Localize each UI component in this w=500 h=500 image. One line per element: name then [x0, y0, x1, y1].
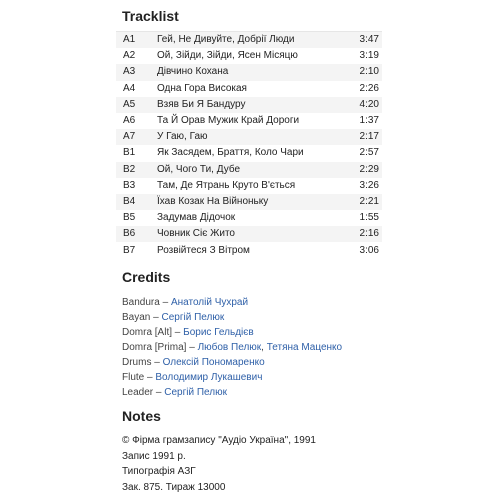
- track-title: Одна Гора Високая: [157, 82, 247, 94]
- track-duration: 1:55: [359, 212, 379, 224]
- track-position: B1: [123, 147, 136, 159]
- credit-name-separator: ,: [261, 342, 267, 353]
- credit-role: Domra [Alt]: [122, 327, 173, 338]
- credit-artist-link[interactable]: Сергій Пелюк: [164, 387, 227, 398]
- track-row: [116, 129, 382, 145]
- track-duration: 2:57: [359, 147, 379, 159]
- track-duration: 4:20: [359, 98, 379, 110]
- track-row: [116, 97, 382, 113]
- note-line: © Фірма грамзапису "Аудіо Україна", 1991: [122, 435, 316, 446]
- credit-line: [122, 355, 422, 370]
- credits-list: [122, 295, 422, 400]
- track-row: [116, 210, 382, 226]
- credit-separator: –: [150, 312, 162, 323]
- track-position: B2: [123, 163, 136, 175]
- track-position: B3: [123, 179, 136, 191]
- track-title: Розвійтеся З Вітром: [157, 244, 250, 256]
- track-position: A5: [123, 98, 136, 110]
- track-position: A7: [123, 131, 136, 143]
- track-row: [116, 64, 382, 80]
- track-row: [116, 194, 382, 210]
- credit-role: Drums: [122, 357, 152, 368]
- track-title: Ой, Зійди, Зійди, Ясен Місяцю: [157, 50, 298, 62]
- credit-separator: –: [159, 297, 171, 308]
- track-position: A4: [123, 82, 136, 94]
- credit-artist-link[interactable]: Тетяна Маценко: [266, 342, 343, 353]
- note-line: Зак. 875. Тираж 13000: [122, 481, 226, 493]
- track-position: A1: [123, 34, 136, 46]
- credit-separator: –: [151, 357, 163, 368]
- track-position: A6: [123, 115, 136, 127]
- track-duration: 2:17: [359, 131, 379, 143]
- track-duration: 1:37: [359, 115, 379, 127]
- note-line: Типографія АЗГ: [122, 466, 196, 477]
- track-row: [116, 81, 382, 97]
- tracklist-table: [116, 31, 382, 259]
- credit-line: [122, 295, 422, 310]
- credit-role: Leader: [122, 387, 154, 398]
- track-title: Дівчино Кохана: [157, 66, 229, 78]
- track-row: [116, 242, 382, 258]
- notes-heading: Notes: [122, 408, 161, 424]
- track-title: Ой, Чого Ти, Дубе: [157, 163, 241, 175]
- credit-role: Bandura: [122, 297, 160, 308]
- credit-role: Bayan: [122, 312, 151, 323]
- credit-artist-link[interactable]: Олексій Пономаренко: [162, 357, 265, 368]
- track-duration: 3:26: [359, 179, 379, 191]
- credit-line: [122, 310, 422, 325]
- track-row: [116, 178, 382, 194]
- track-title: Там, Де Ятрань Круто В'ється: [157, 179, 296, 191]
- track-title: Гей, Не Дивуйте, Добрії Люди: [157, 34, 295, 46]
- track-position: B6: [123, 228, 136, 240]
- track-title: Задумав Дідочок: [157, 212, 236, 224]
- credit-separator: –: [186, 342, 198, 353]
- credit-artist-link[interactable]: Любов Пелюк: [197, 342, 262, 353]
- track-position: A3: [123, 66, 136, 78]
- credit-line: [122, 340, 422, 355]
- track-duration: 3:19: [359, 50, 379, 62]
- track-title: Взяв Би Я Бандуру: [157, 98, 246, 110]
- track-row: [116, 32, 382, 48]
- track-duration: 2:29: [359, 163, 379, 175]
- credit-artist-link[interactable]: Сергій Пелюк: [161, 312, 225, 323]
- credit-line: [122, 385, 422, 400]
- track-row: [116, 48, 382, 64]
- track-duration: 3:06: [359, 244, 379, 256]
- notes-block: [122, 433, 422, 495]
- credit-line: [122, 370, 422, 385]
- track-row: [116, 226, 382, 242]
- track-row: [116, 162, 382, 178]
- credit-artist-link[interactable]: Анатолій Чухрай: [170, 297, 249, 308]
- credit-role: Domra [Prima]: [122, 342, 187, 353]
- track-duration: 2:21: [359, 195, 379, 207]
- track-position: B5: [123, 212, 136, 224]
- track-duration: 2:10: [359, 66, 379, 78]
- credit-separator: –: [153, 387, 165, 398]
- credit-artist-link[interactable]: Борис Гельдієв: [183, 327, 254, 338]
- track-position: B4: [123, 195, 136, 207]
- track-title: Човник Сіє Жито: [157, 228, 235, 240]
- track-title: Їхав Козак На Війноньку: [157, 195, 269, 207]
- track-duration: 3:47: [359, 34, 379, 46]
- track-duration: 2:26: [359, 82, 379, 94]
- credit-separator: –: [144, 372, 156, 383]
- track-duration: 2:16: [359, 228, 379, 240]
- credits-heading: Credits: [122, 269, 171, 285]
- track-position: B7: [123, 244, 136, 256]
- credit-line: [122, 325, 422, 340]
- track-row: [116, 113, 382, 129]
- credit-separator: –: [172, 327, 184, 338]
- track-row: [116, 145, 382, 161]
- note-line: Запис 1991 р.: [122, 450, 186, 462]
- track-title: Як Засядем, Браття, Коло Чари: [157, 147, 304, 159]
- track-title: Та Й Орав Мужик Край Дороги: [157, 115, 300, 127]
- track-title: У Гаю, Гаю: [157, 131, 208, 143]
- track-position: A2: [123, 50, 136, 62]
- tracklist-heading: Tracklist: [122, 8, 179, 24]
- credit-role: Flute: [122, 372, 145, 383]
- credit-artist-link[interactable]: Володимир Лукашевич: [155, 372, 263, 383]
